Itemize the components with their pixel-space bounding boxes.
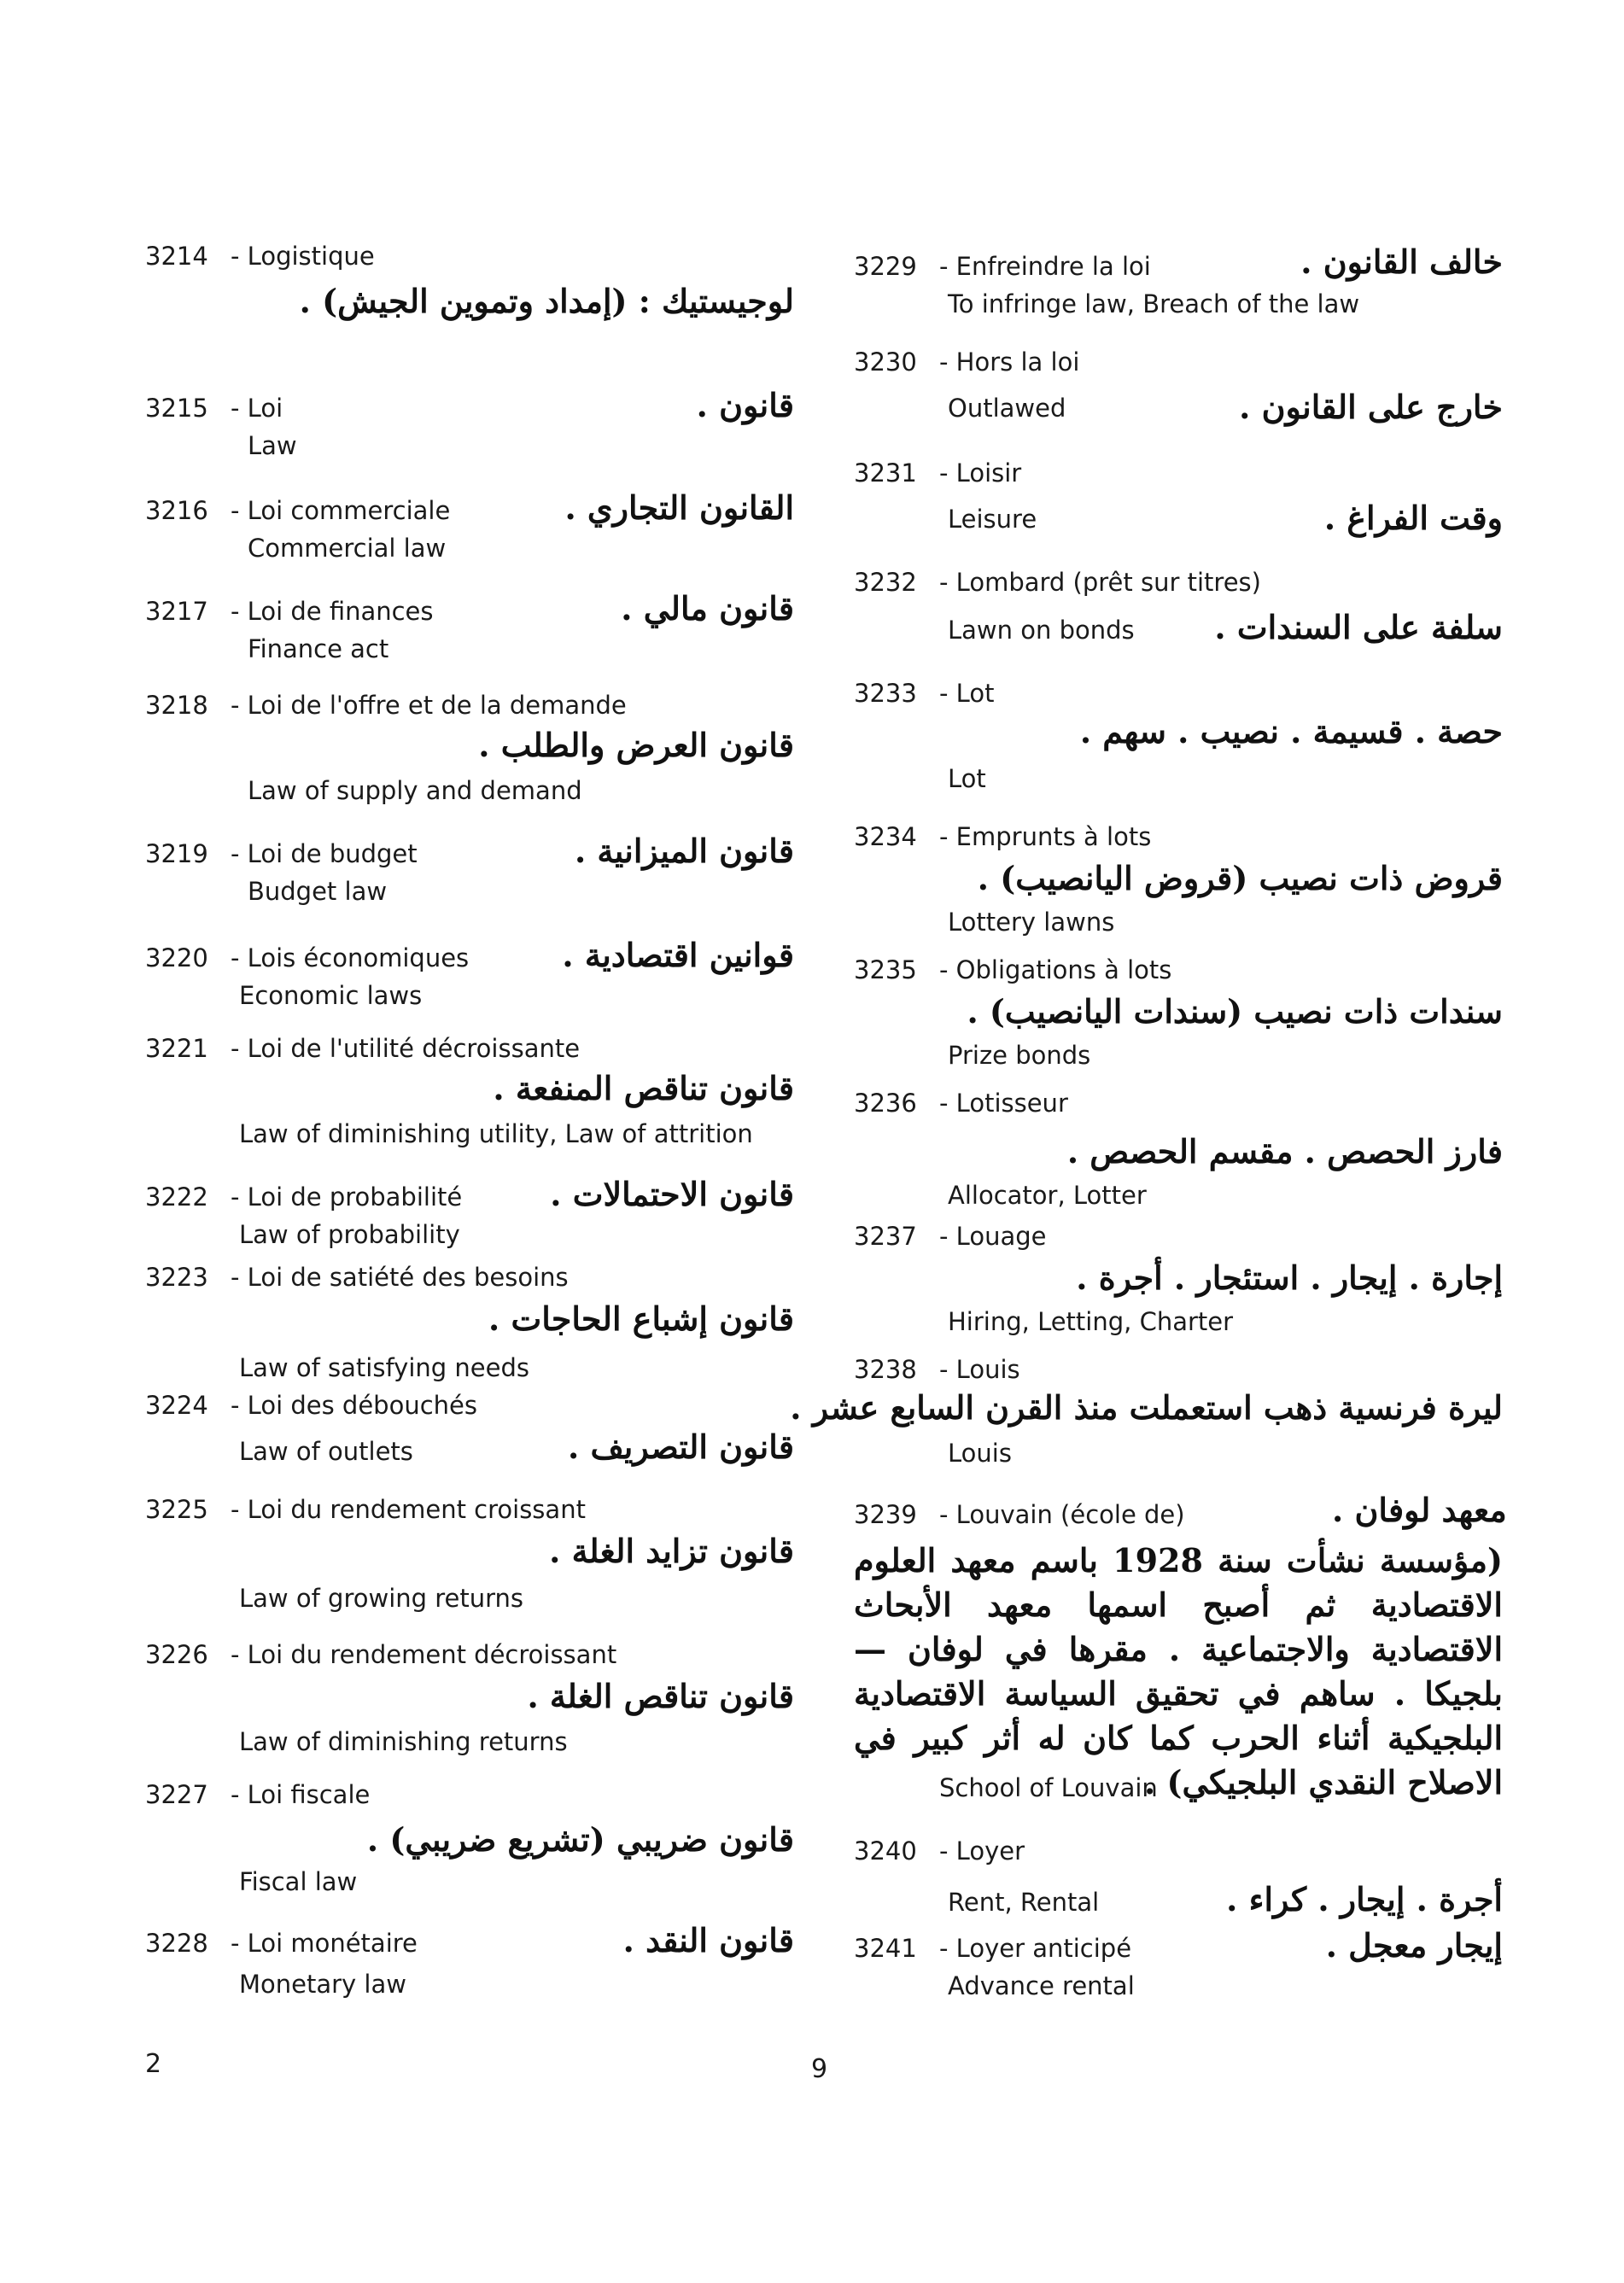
entry-number: 3215	[145, 394, 208, 423]
entry-number: 3232	[854, 568, 917, 597]
french-term: - Enfreindre la loi	[939, 252, 1151, 281]
entry-number: 3241	[854, 1934, 917, 1963]
entry-heading	[145, 1033, 580, 1064]
arabic-term: قانون مالي .	[621, 589, 794, 628]
entry-number: 3239	[854, 1500, 917, 1529]
arabic-term: سلفة على السندات .	[1214, 608, 1503, 646]
arabic-term: قانون ضريبي (تشريع ضريبي) .	[366, 1820, 794, 1859]
french-term: - Obligations à lots	[939, 955, 1172, 984]
english-term: Rent, Rental	[948, 1888, 1100, 1917]
french-term: - Loyer anticipé	[939, 1934, 1132, 1963]
entry-heading	[854, 251, 1151, 282]
arabic-term: أجرة . إيجار . كراء .	[1226, 1880, 1503, 1918]
english-term: Advance rental	[948, 1971, 1135, 2000]
english-term: Law of supply and demand	[248, 776, 582, 805]
entry-heading	[145, 393, 283, 423]
english-term: School of Louvain	[939, 1773, 1158, 1802]
french-term: - Loi fiscale	[231, 1780, 371, 1809]
left-page-number: 2	[145, 2049, 162, 2079]
entry-number: 3223	[145, 1263, 208, 1292]
entry-heading	[854, 1354, 1020, 1385]
french-term: - Louis	[939, 1355, 1020, 1384]
arabic-term: قوانين اقتصادية .	[562, 936, 794, 974]
arabic-term: قانون .	[696, 386, 794, 424]
english-term: Commercial law	[248, 534, 447, 563]
french-term: - Lois économiques	[231, 943, 470, 972]
entry-number: 3214	[145, 242, 208, 271]
entry-heading	[145, 596, 434, 627]
entry-number: 3237	[854, 1222, 917, 1251]
entry-heading	[854, 1221, 1046, 1252]
french-term: - Loi des débouchés	[231, 1391, 477, 1420]
arabic-term: حصة . قسيمة . نصيب . سهم .	[1079, 712, 1503, 750]
french-term: - Loi de l'offre et de la demande	[231, 691, 627, 720]
entry-number: 3234	[854, 822, 917, 851]
arabic-term: قانون تناقص المنفعة .	[493, 1069, 794, 1107]
entry-number: 3230	[854, 347, 917, 377]
entry-number: 3225	[145, 1495, 208, 1524]
entry-number: 3221	[145, 1034, 208, 1063]
english-term: Prize bonds	[948, 1041, 1091, 1070]
english-term: To infringe law, Breach of the law	[948, 289, 1360, 318]
arabic-description: (مؤسسة نشأت سنة 1928 باسم معهد العلوم الاقتصادية ثم أصبح اسمها معهد الأبحاث الاقتصادية والاجتماعية . مقرها في لوفان — بلجيكا . ساهم في تحقيق السياسة الاقتصادية البلجيكية أثناء الحرب كما كان له أثر كبير في الاصلاح النقدي البلجيكي) .	[854, 1541, 1503, 1801]
entry-heading	[854, 347, 1079, 377]
entry-heading	[854, 955, 1171, 985]
entry-heading	[145, 241, 375, 272]
english-term: Outlawed	[948, 394, 1066, 423]
entry-heading	[145, 1928, 418, 1959]
entry-number: 3220	[145, 943, 208, 972]
entry-heading	[854, 567, 1261, 598]
english-term: Lottery lawns	[948, 908, 1115, 937]
entry-number: 3226	[145, 1640, 208, 1669]
french-term: - Loi de satiété des besoins	[231, 1263, 569, 1292]
french-term: - Loi du rendement décroissant	[231, 1640, 617, 1669]
english-term: Allocator, Lotter	[948, 1181, 1147, 1210]
entry-heading	[145, 1390, 477, 1421]
entry-number: 3229	[854, 252, 917, 281]
entry-heading	[145, 1639, 616, 1670]
french-term: - Loi de probabilité	[231, 1182, 463, 1212]
entry-number: 3236	[854, 1089, 917, 1118]
english-term: Finance act	[248, 634, 389, 663]
english-term: Fiscal law	[239, 1867, 358, 1896]
french-term: - Loi de finances	[231, 597, 434, 626]
entry-heading	[854, 821, 1151, 852]
french-term: - Loyer	[939, 1836, 1025, 1866]
english-term: Law of diminishing utility, Law of attrition	[239, 1119, 753, 1148]
french-term: - Logistique	[231, 242, 375, 271]
entry-heading	[854, 1836, 1025, 1866]
arabic-term: إجارة . إيجار . استئجار . أجرة .	[1076, 1258, 1503, 1297]
arabic-term: قانون تزايد الغلة .	[549, 1532, 794, 1570]
french-term: - Hors la loi	[939, 347, 1080, 377]
arabic-term: سندات ذات نصيب (سندات اليانصيب) .	[967, 992, 1503, 1031]
english-term: Lot	[948, 764, 986, 793]
english-term: Economic laws	[239, 981, 423, 1010]
entry-number: 3235	[854, 955, 917, 984]
english-term: Law of satisfying needs	[239, 1353, 529, 1382]
arabic-term: لوجيستيك : (إمداد وتموين الجيش) .	[299, 282, 794, 320]
english-term: Budget law	[248, 877, 388, 906]
arabic-term: قروض ذات نصيب (قروض اليانصيب) .	[977, 859, 1503, 897]
arabic-term: قانون إشباع الحاجات .	[488, 1299, 794, 1338]
french-term: - Loi	[231, 394, 283, 423]
entry-number: 3231	[854, 458, 917, 488]
english-term: Law of growing returns	[239, 1584, 524, 1613]
entry-heading	[854, 1499, 1185, 1530]
entry-heading	[145, 495, 450, 526]
entry-number: 3238	[854, 1355, 917, 1384]
french-term: - Louage	[939, 1222, 1047, 1251]
arabic-term: قانون الميزانية .	[574, 832, 794, 870]
entry-number: 3228	[145, 1929, 208, 1958]
arabic-term: وقت الفراغ .	[1323, 499, 1503, 537]
english-term: Louis	[948, 1439, 1012, 1468]
entry-number: 3227	[145, 1780, 208, 1809]
arabic-term: القانون التجاري .	[564, 488, 794, 527]
french-term: - Loi du rendement croissant	[231, 1495, 586, 1524]
entry-number: 3217	[145, 597, 208, 626]
arabic-term: فارز الحصص . مقسم الحصص .	[1066, 1132, 1503, 1171]
entry-number: 3233	[854, 679, 917, 708]
english-term: Law of probability	[239, 1220, 460, 1249]
entry-heading	[854, 458, 1021, 488]
arabic-term: قانون العرض والطلب .	[478, 726, 794, 764]
entry-heading	[854, 1933, 1131, 1964]
english-term: Law	[248, 431, 297, 460]
arabic-term: إيجار معجل .	[1325, 1926, 1503, 1965]
french-term: - Louvain (école de)	[939, 1500, 1185, 1529]
entry-number: 3224	[145, 1391, 208, 1420]
arabic-term: قانون النقد .	[622, 1921, 794, 1959]
english-term: Law of diminishing returns	[239, 1727, 568, 1756]
arabic-term: ليرة فرنسية ذهب استعملت منذ القرن السابع عشر .	[790, 1388, 1503, 1427]
french-term: - Loi commerciale	[231, 496, 451, 525]
french-term: - Loi de l'utilité décroissante	[231, 1034, 581, 1063]
arabic-term: قانون تناقص الغلة .	[527, 1677, 794, 1715]
arabic-term: خارج على القانون .	[1239, 388, 1503, 426]
entry-heading	[145, 1779, 370, 1810]
arabic-term: قانون التصريف .	[568, 1428, 794, 1466]
english-term: Hiring, Letting, Charter	[948, 1307, 1234, 1336]
french-term: - Emprunts à lots	[939, 822, 1152, 851]
french-term: - Loi de budget	[231, 839, 418, 868]
entry-heading	[145, 1262, 569, 1293]
french-term: - Lot	[939, 679, 995, 708]
arabic-term: قانون الاحتمالات .	[550, 1175, 794, 1213]
arabic-term: خالف القانون .	[1300, 242, 1503, 281]
entry-heading	[145, 1182, 462, 1212]
entry-heading	[145, 690, 627, 721]
french-term: - Lotisseur	[939, 1089, 1068, 1118]
entry-number: 3240	[854, 1836, 917, 1866]
french-term: - Loi monétaire	[231, 1929, 418, 1958]
english-term: Monetary law	[239, 1970, 406, 1999]
entry-number: 3222	[145, 1182, 208, 1212]
entry-heading	[145, 838, 418, 869]
entry-heading	[854, 1088, 1068, 1118]
english-term: Leisure	[948, 505, 1037, 534]
center-page-number: 9	[811, 2054, 828, 2084]
arabic-term: معهد لوفان .	[1332, 1491, 1507, 1529]
entry-heading	[854, 678, 994, 709]
french-term: - Lombard (prêt sur titres)	[939, 568, 1261, 597]
french-term: - Loisir	[939, 458, 1022, 488]
english-term: Lawn on bonds	[948, 616, 1135, 645]
entry-number: 3216	[145, 496, 208, 525]
entry-heading	[145, 943, 469, 973]
entry-number: 3218	[145, 691, 208, 720]
entry-number: 3219	[145, 839, 208, 868]
entry-heading	[145, 1494, 586, 1525]
english-term: Law of outlets	[239, 1437, 413, 1466]
